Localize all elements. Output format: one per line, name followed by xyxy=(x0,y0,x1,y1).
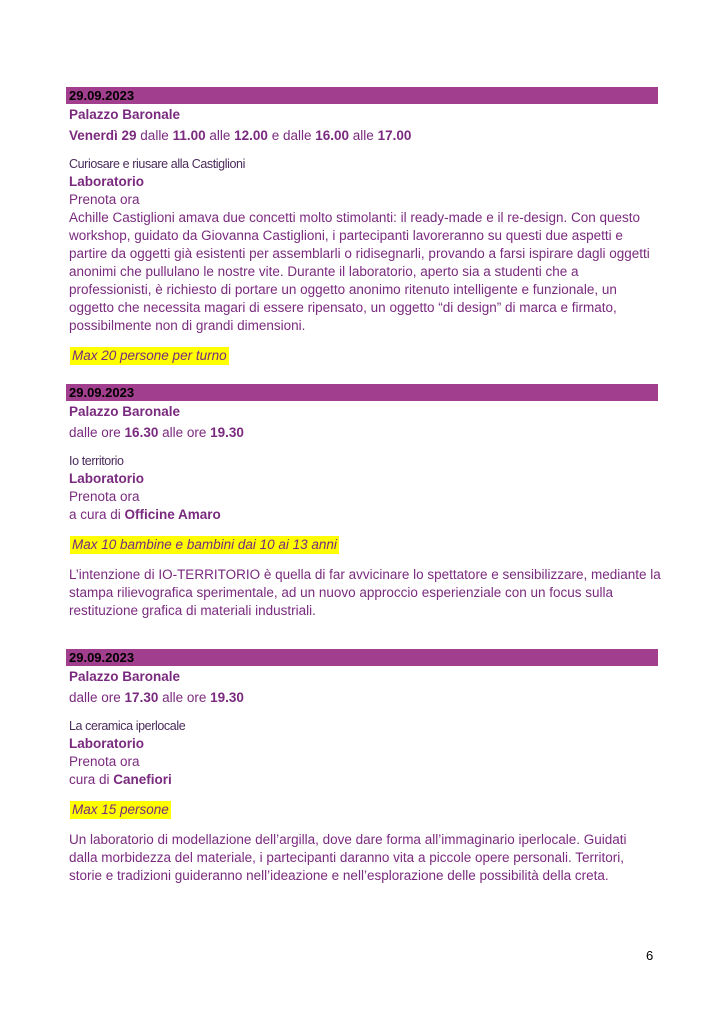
event-time-part: 16.00 xyxy=(315,128,350,143)
event-card xyxy=(66,649,658,885)
page-number: 6 xyxy=(646,948,654,963)
event-venue: Palazzo Baronale xyxy=(69,669,181,684)
event-time xyxy=(69,127,658,145)
curator-name: Canefiori xyxy=(113,772,172,787)
book-now-link[interactable]: Prenota ora xyxy=(69,192,140,207)
event-time-part: 19.30 xyxy=(210,690,244,705)
event-title: La ceramica iperlocale xyxy=(69,719,186,733)
event-date-bar: 29.09.2023 xyxy=(66,649,658,666)
event-time-part: 11.00 xyxy=(172,128,206,143)
description-line: stampa rilievografica sperimentale, ad un nuovo approccio esperienziale con un focus sulla xyxy=(69,585,614,600)
event-time-part: e dalle xyxy=(267,128,316,143)
description-line: anonimi che pullulano le nostre vite. Durante il laboratorio, aperto sia a studenti che a xyxy=(69,264,579,279)
description-line: possibilmente non di grandi dimensioni. xyxy=(69,318,306,333)
event-time-part: Venerdì 29 xyxy=(69,128,137,143)
description-line: oggetto che necessita magari di essere ripensato, un oggetto “di design” di marca e firmato, xyxy=(69,300,617,315)
event-time-part: alle xyxy=(349,128,378,143)
event-time-part: alle ore xyxy=(158,425,211,440)
event-title: Curiosare e riusare alla Castiglioni xyxy=(69,157,245,171)
event-time-part: 17.00 xyxy=(377,128,412,143)
event-type: Laboratorio xyxy=(69,736,145,751)
description-line: professionisti, è richiesto di portare un oggetto anonimo ritenuto intelligente e funzionale, un xyxy=(69,282,617,297)
event-time-part: 16.30 xyxy=(124,425,159,440)
description-line: storie e tradizioni guideranno nell’ideazione e nell’esplorazione delle possibilità della creta. xyxy=(69,868,609,883)
event-date-bar: 29.09.2023 xyxy=(66,384,658,401)
event-venue: Palazzo Baronale xyxy=(69,107,181,122)
capacity-note: Max 10 bambine e bambini dai 10 ai 13 anni xyxy=(72,537,337,552)
event-time-part: alle ore xyxy=(158,690,211,705)
event-venue: Palazzo Baronale xyxy=(69,404,181,419)
description-line: workshop, guidato da Giovanna Castiglioni, i partecipanti lavoreranno su questi due aspetti e xyxy=(69,228,623,243)
description-line: restituzione grafica di materiali industriali. xyxy=(69,603,316,618)
event-time-part: dalle xyxy=(136,128,173,143)
capacity-note: Max 15 persone xyxy=(72,802,169,817)
event-description xyxy=(69,566,661,620)
description-line: Achille Castiglioni amava due concetti molto stimolanti: il ready-made e il re-design. Con questo xyxy=(69,210,641,225)
event-type: Laboratorio xyxy=(69,174,145,189)
description-line: dalla morbidezza del materiale, i partecipanti daranno vita a piccole opere personali. Territori, xyxy=(69,850,625,865)
event-time-part: 17.30 xyxy=(124,690,159,705)
event-type: Laboratorio xyxy=(69,471,145,486)
capacity-note: Max 20 persone per turno xyxy=(72,348,227,363)
event-date-bar: 29.09.2023 xyxy=(66,87,658,104)
description-line: Un laboratorio di modellazione dell’argilla, dove dare forma all’immaginario iperlocale. Guidati xyxy=(69,832,627,847)
event-description xyxy=(69,831,661,885)
curator-name: Officine Amaro xyxy=(124,507,221,522)
event-time xyxy=(69,689,658,707)
event-card xyxy=(66,384,661,620)
event-time-part: 19.30 xyxy=(210,425,244,440)
curator-prefix: cura di xyxy=(69,772,114,787)
event-curator xyxy=(69,506,658,524)
event-time-part: dalle ore xyxy=(69,690,125,705)
event-time-part: 12.00 xyxy=(234,128,268,143)
event-time-part: alle xyxy=(205,128,235,143)
event-card xyxy=(66,87,658,365)
event-title: Io territorio xyxy=(69,454,124,468)
event-curator xyxy=(69,771,658,789)
description-line: L’intenzione di IO-TERRITORIO è quella di far avvicinare lo spettatore e sensibilizzare, mediante la xyxy=(69,567,661,582)
book-now-link[interactable]: Prenota ora xyxy=(69,489,140,504)
event-time xyxy=(69,424,658,442)
book-now-link[interactable]: Prenota ora xyxy=(69,754,140,769)
event-description xyxy=(69,209,661,335)
curator-prefix: a cura di xyxy=(69,507,125,522)
description-line: partire da oggetti già esistenti per assemblarli o ridisegnarli, provando a farsi ispirare dagli oggetti xyxy=(69,246,650,261)
event-time-part: dalle ore xyxy=(69,425,125,440)
